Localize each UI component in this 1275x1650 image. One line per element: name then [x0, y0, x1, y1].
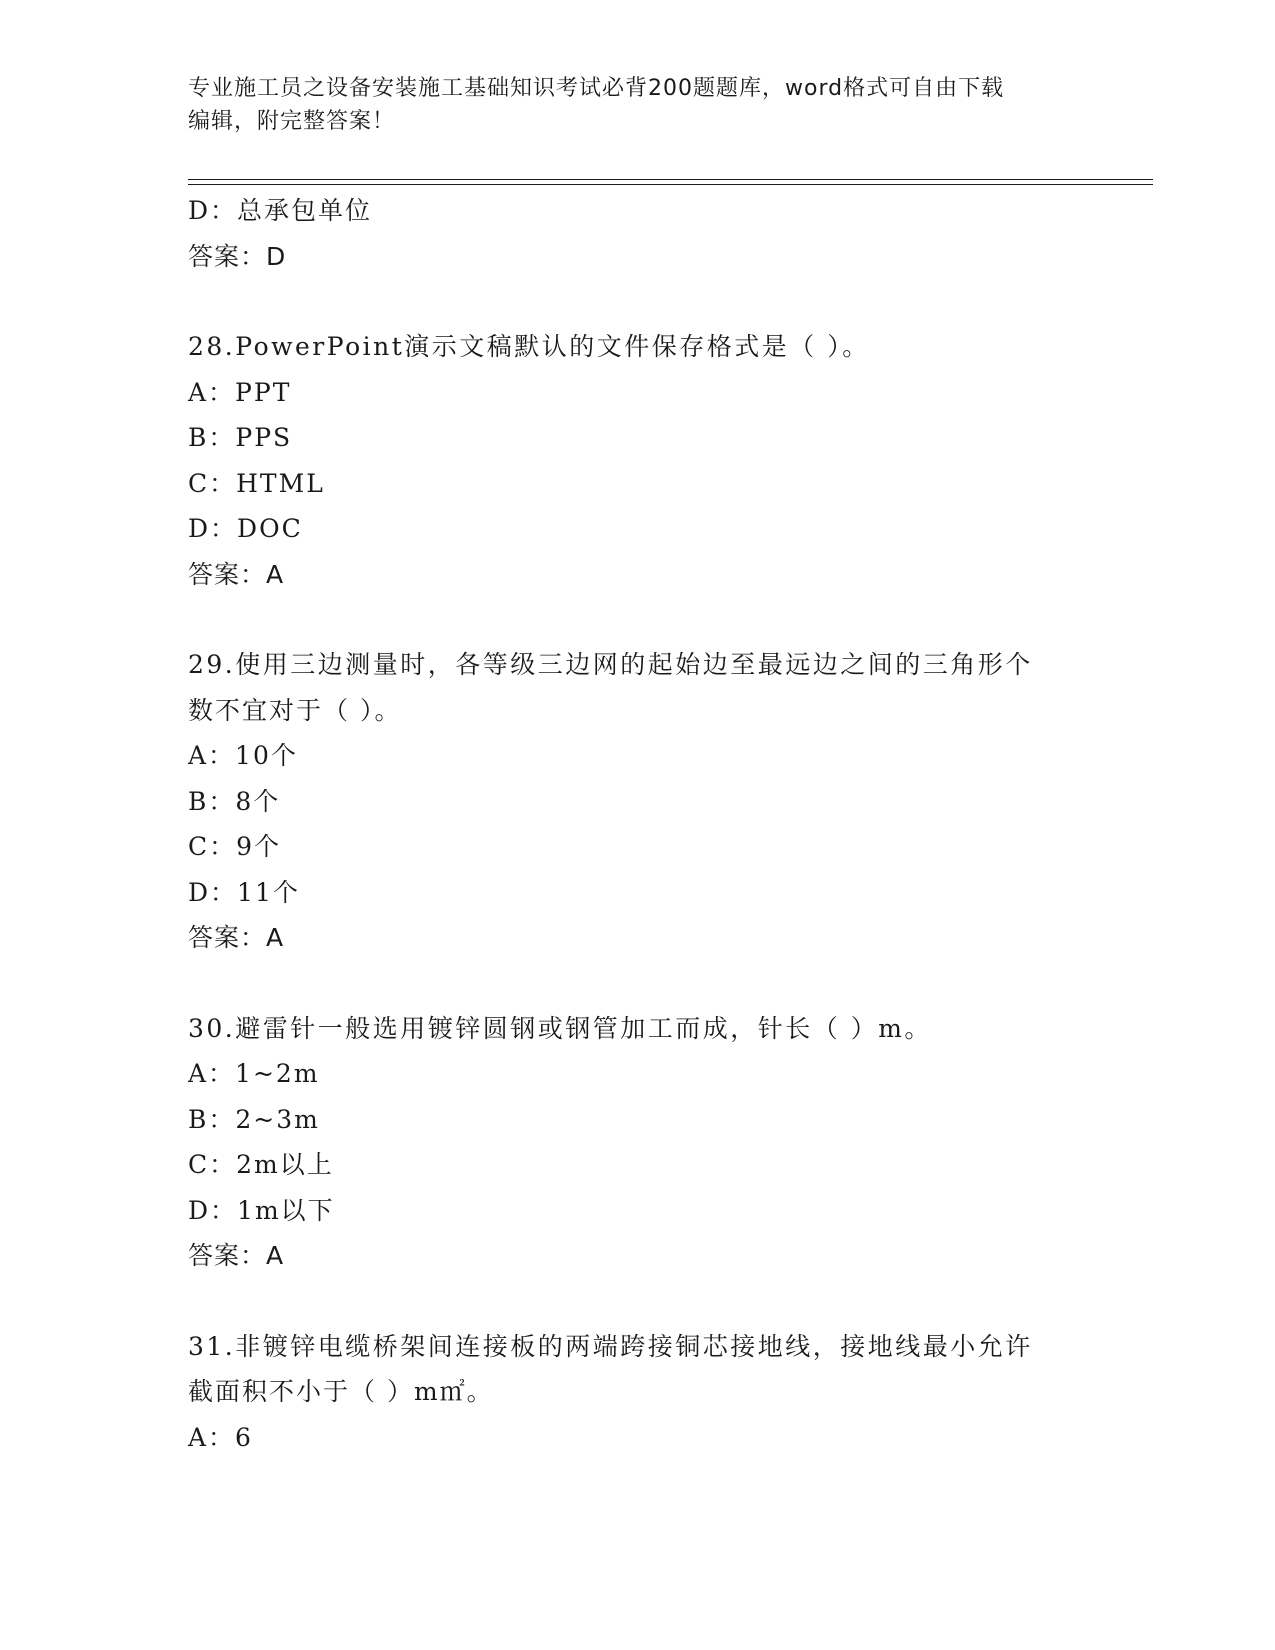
document-body — [188, 188, 1088, 1460]
option-a: A：10个 — [188, 741, 298, 770]
option-c: C：2m以上 — [188, 1150, 334, 1179]
question-31 — [188, 1324, 1088, 1461]
question-stem: 29.使用三边测量时，各等级三边网的起始边至最远边之间的三角形个 — [188, 650, 1033, 679]
option-a: A：6 — [188, 1422, 253, 1452]
header-rule-bottom — [188, 184, 1153, 185]
question-stem: 28.PowerPoint演示文稿默认的文件保存格式是（ ）。 — [188, 332, 870, 361]
option-b: B：PPS — [188, 423, 293, 452]
option-d: D：1m以下 — [188, 1195, 335, 1225]
document-header — [188, 72, 1068, 138]
answer-line: 答案：D — [188, 241, 287, 271]
header-rule-top — [188, 179, 1153, 180]
header-line-1: 专业施工员之设备安装施工基础知识考试必背200题题库，word格式可自由下载 — [188, 76, 1005, 101]
option-a: A：1~2m — [188, 1059, 320, 1088]
question-stem: 30.避雷针一般选用镀锌圆钢或钢管加工而成，针长（ ）m。 — [188, 1013, 932, 1043]
question-28 — [188, 324, 1088, 597]
question-30 — [188, 1006, 1088, 1279]
option-c: C：9个 — [188, 832, 282, 861]
answer-line: 答案：A — [188, 1241, 285, 1270]
previous-question-tail — [188, 188, 1088, 279]
question-stem-continued: 数不宜对于（ ）。 — [188, 695, 402, 725]
option-b: B：8个 — [188, 786, 281, 816]
question-29 — [188, 642, 1088, 961]
answer-line: 答案：A — [188, 923, 285, 952]
option-d: D：DOC — [188, 514, 303, 543]
option-b: B：2~3m — [188, 1104, 320, 1134]
option-a: A：PPT — [188, 377, 292, 407]
question-stem: 31.非镀锌电缆桥架间连接板的两端跨接铜芯接地线，接地线最小允许 — [188, 1331, 1033, 1361]
question-stem-continued: 截面积不小于（ ）m㎡。 — [188, 1377, 494, 1406]
option-d: D：总承包单位 — [188, 196, 373, 225]
header-line-2: 编辑，附完整答案！ — [188, 109, 396, 134]
option-c: C：HTML — [188, 468, 325, 498]
answer-line: 答案：A — [188, 559, 285, 589]
option-d: D：11个 — [188, 877, 300, 907]
